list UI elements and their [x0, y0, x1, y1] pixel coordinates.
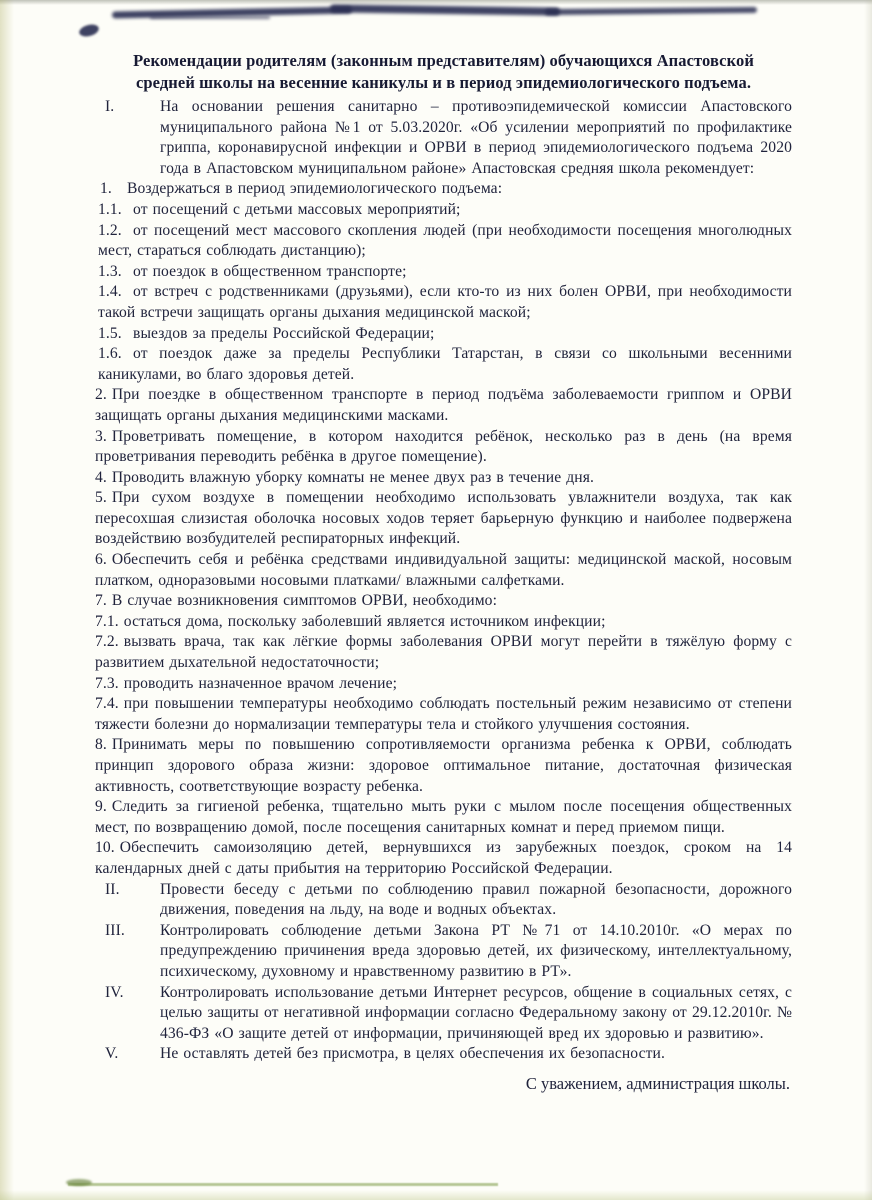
list-item: [95, 735, 792, 797]
item-text: Контролировать соблюдение детьми Закона РТ №71 от 14.10.2010г. «О мерах по предупреждению причинения вреда здоровью детей, их физическому, интеллектуальному, психическому, духовному и нравственному развитию в РТ».: [160, 921, 792, 980]
item-marker: 1.: [100, 180, 112, 198]
item-marker: 1.4.: [98, 283, 122, 301]
item-marker: I.: [105, 98, 115, 115]
item-marker: 9.: [95, 798, 107, 816]
item-text: Обеспечить себя и ребёнка средствами индивидуальной защиты: медицинской маской, носовым платком, одноразовыми носовыми платками/ влажными салфетками.: [95, 551, 792, 589]
list-item: [95, 262, 792, 283]
document-title: Рекомендации родителям (законным представителям) обучающихся Апастовской средней школы на весенние каникулы и в период эпидемиологического подъема.: [133, 51, 754, 92]
item-marker: II.: [105, 880, 120, 898]
item-text: Проводить влажную уборку комнаты не менее двух раз в течение дня.: [111, 468, 594, 486]
item-text: При поездке в общественном транспорте в период подъёма заболеваемости гриппом и ОРВИ защищать органы дыхания медицинскими масками.: [95, 386, 792, 424]
list-item: [95, 488, 792, 550]
item-marker: IV.: [105, 983, 124, 1001]
item-marker: 1.1.: [98, 200, 122, 218]
signature-line: С уважением, администрация школы.: [525, 1073, 790, 1093]
list-item: [95, 797, 792, 838]
item-text: Принимать меры по повышению сопротивляемости организма ребенка к ОРВИ, соблюдать принцип здорового образа жизни: здоровое оптимальное питание, достаточная физическая активность, соответствующие возрасту ребенка.: [95, 736, 792, 795]
item-marker: 1.2.: [98, 221, 122, 239]
item-marker: V.: [105, 1045, 119, 1063]
item-marker: 8.: [95, 736, 107, 754]
scan-edge-bottom: [0, 1190, 872, 1200]
item-marker: 2.: [95, 386, 107, 404]
list-item: [95, 282, 792, 323]
item-marker: 6.: [95, 551, 107, 569]
item-text: остаться дома, поскольку заболевший является источником инфекции;: [123, 612, 606, 630]
scan-edge-top: [0, 0, 872, 5]
item-text: На основании решения санитарно – противоэпидемической комиссии Апастовского муниципального района №1 от 5.03.2020г. «Об усилении мероприятий по профилактике гриппа, коронавирусной инфекции и ОРВИ в период эпидемиологического подъема 2020 года в Апастовском муниципальном районе» Апастовская средняя школа рекомендует:: [160, 98, 792, 177]
list-item: [95, 324, 792, 345]
scan-edge-right: [864, 0, 872, 1200]
scan-blot-artifact: [66, 1179, 92, 1186]
item-marker: 7.4.: [95, 695, 119, 713]
item-text: выездов за пределы Российской Федерации;: [133, 324, 435, 342]
item-text: Провести беседу с детьми по соблюдению правил пожарной безопасности, дорожного движения, поведения на льду, на воде и водных объектах.: [160, 880, 792, 919]
item-text: проводить назначенное врачом лечение;: [123, 674, 398, 692]
item-marker: 1.3.: [98, 262, 122, 280]
list-item: [95, 427, 792, 468]
item-marker: 7.3.: [95, 674, 119, 692]
list-item: [95, 983, 792, 1045]
item-text: от посещений мест массового скопления людей (при необходимости посещения многолюдных мест, стараться соблюдать дистанцию);: [98, 221, 792, 260]
list-item: [95, 550, 792, 591]
list-item: [95, 674, 792, 695]
list-item: [95, 591, 792, 612]
list-item: [95, 468, 792, 489]
scan-edge-left: [0, 0, 14, 1200]
item-text: от поездок в общественном транспорте;: [133, 262, 407, 280]
ink-blot-artifact: [78, 23, 100, 39]
list-item: [95, 838, 792, 879]
item-marker: 4.: [95, 468, 107, 486]
item-text: Обеспечить самоизоляцию детей, вернувшихся из зарубежных поездок, сроком на 14 календарных дней с даты прибытия на территорию Российской Федерации.: [95, 839, 792, 877]
item-text: В случае возникновения симптомов ОРВИ, необходимо:: [111, 592, 497, 610]
item-text: Не оставлять детей без присмотра, в целях обеспечения их безопасности.: [160, 1045, 665, 1063]
item-marker: 7.: [95, 592, 107, 610]
item-marker: 3.: [95, 427, 107, 445]
list-item: [95, 1044, 792, 1065]
item-marker: 5.: [95, 489, 107, 507]
list-item: [95, 179, 792, 200]
list-item: [95, 880, 792, 921]
list-item: [95, 97, 792, 179]
item-text: от поездок даже за пределы Республики Татарстан, в связи со школьными весенними каникулами, во благо здоровья детей.: [98, 345, 792, 383]
item-text: Проветривать помещение, в котором находится ребёнок, несколько раз в день (на время проветривания переводить ребёнка в другое помещение).: [95, 427, 792, 466]
item-text: от посещений с детьми массовых мероприятий;: [133, 200, 461, 218]
scan-line-artifact: [68, 1183, 498, 1186]
item-text: вызвать врача, так как лёгкие формы заболевания ОРВИ могут перейти в тяжёлую форму с развитием дыхательной недостаточности;: [95, 633, 792, 672]
item-marker: III.: [105, 921, 125, 939]
ink-smudge-artifact: [330, 4, 560, 15]
list-item: [95, 221, 792, 262]
list-item: [95, 921, 792, 983]
item-marker: 10.: [95, 839, 115, 857]
item-marker: 1.6.: [98, 345, 122, 363]
item-text: от встреч с родственниками (друзьями), если кто-то из них болен ОРВИ, при необходимости такой встречи защищать органы дыхания медицинской маской;: [98, 283, 792, 321]
ink-smudge-artifact: [150, 16, 270, 19]
item-text: Контролировать использование детьми Интернет ресурсов, общение в социальных сетях, с целью защиты от негативной информации согласно Федеральному закону от 29.12.2010г. № 436-ФЗ «О защите детей от информации, причиняющей вред их здоровью и развитию».: [160, 983, 792, 1042]
list-item: [95, 344, 792, 385]
ink-smudge-artifact: [545, 7, 757, 15]
document-body: [95, 50, 792, 1094]
list-item: [95, 632, 792, 673]
item-marker: 7.2.: [95, 633, 119, 651]
item-text: при повышении температуры необходимо соблюдать постельный режим независимо от степени тяжести болезни до нормализации температуры тела и стойкого улучшения состояния.: [95, 695, 792, 733]
list-item: [95, 385, 792, 426]
item-marker: 7.1.: [95, 612, 119, 630]
item-text: Воздержаться в период эпидемиологического подъема:: [127, 180, 503, 198]
list-item: [95, 612, 792, 633]
list-item: [95, 694, 792, 735]
item-marker: 1.5.: [98, 324, 122, 342]
list-item: [95, 200, 792, 221]
item-text: Следить за гигиеной ребенка, тщательно мыть руки с мылом после посещения общественных мест, по возвращению домой, после посещения санитарных комнат и перед приемом пищи.: [95, 798, 792, 836]
item-text: При сухом воздухе в помещении необходимо использовать увлажнители воздуха, так как пересохшая слизистая оболочка носовых ходов теряет барьерную функцию и наиболее подвержена воздействию возбудителей респираторных инфекций.: [95, 489, 792, 548]
